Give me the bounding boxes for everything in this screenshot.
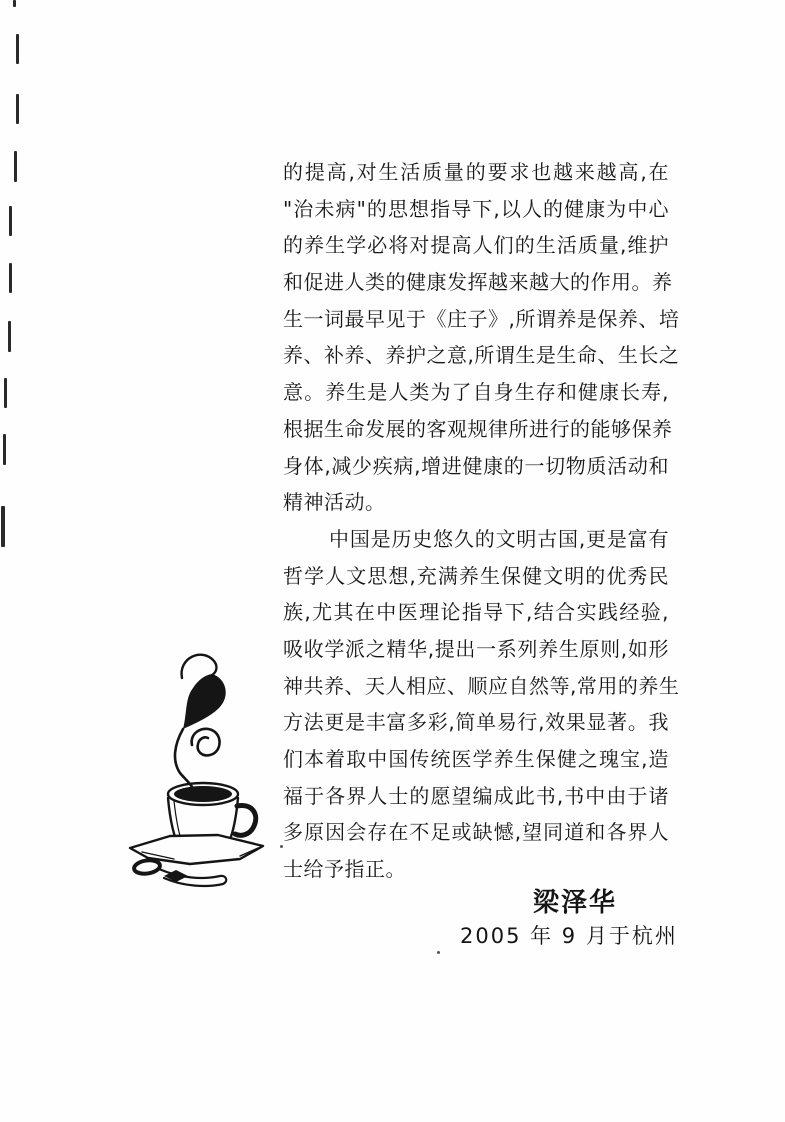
- text-line: 神共养、天人相应、顺应自然等,常用的养生: [283, 673, 680, 698]
- scan-mark: [13, 0, 16, 7]
- scan-mark: [1, 506, 5, 547]
- text-line: 的养生学必将对提高人们的生活质量,维护: [283, 233, 669, 258]
- author-signature: 梁泽华: [533, 888, 618, 918]
- text-line: 族,尤其在中医理论指导下,结合实践经验,: [283, 600, 669, 625]
- text-line: 和促进人类的健康发挥越来越大的作用。养: [283, 270, 673, 295]
- text-line: 们本着取中国传统医学养生保健之瑰宝,造: [283, 747, 669, 771]
- coffee-cup-icon: [122, 648, 270, 890]
- scan-mark: [16, 94, 19, 124]
- text-line: 方法更是丰富多彩,简单易行,效果显著。我: [283, 710, 669, 735]
- text-line: 士给予指正。: [283, 857, 406, 882]
- text-line: 养、补养、养护之意,所谓生是生命、生长之: [283, 343, 680, 368]
- text-line: 的提高,对生活质量的要求也越来越高,在: [283, 160, 669, 184]
- text-line: 生一词最早见于《庄子》,所谓养是保养、培: [283, 306, 680, 331]
- text-line: 哲学人文思想,充满养生保健文明的优秀民: [283, 563, 669, 588]
- preface-text: [283, 154, 680, 888]
- scan-mark: [3, 434, 6, 465]
- signature-dateline: 2005 年 9 月于杭州: [460, 924, 678, 948]
- text-line: 福于各界人士的愿望编成此书,书中由于诸: [283, 783, 669, 808]
- text-line: 意。养生是人类为了自身生存和健康长寿,: [283, 380, 669, 405]
- text-line: 多原因会存在不足或缺憾,望同道和各界人: [283, 820, 669, 845]
- scan-mark: [9, 206, 12, 236]
- text-line: 根据生命发展的客观规律所进行的能够保养: [283, 416, 673, 441]
- scan-mark: [9, 263, 12, 293]
- text-line: 中国是历史悠久的文明古国,更是富有: [329, 526, 669, 551]
- text-line: 精神活动。: [283, 490, 386, 515]
- scan-mark: [16, 34, 19, 64]
- coffee-cup-illustration: [122, 648, 270, 890]
- scan-mark: [14, 151, 17, 182]
- scan-mark: [8, 321, 11, 352]
- text-line: 身体,减少疾病,增进健康的一切物质活动和: [283, 453, 669, 478]
- scan-speck: [437, 951, 440, 954]
- text-line: 吸收学派之精华,提出一系列养生原则,如形: [283, 636, 669, 661]
- text-line: "治未病"的思想指导下,以人的健康为中心: [283, 196, 669, 221]
- scan-mark: [4, 378, 7, 408]
